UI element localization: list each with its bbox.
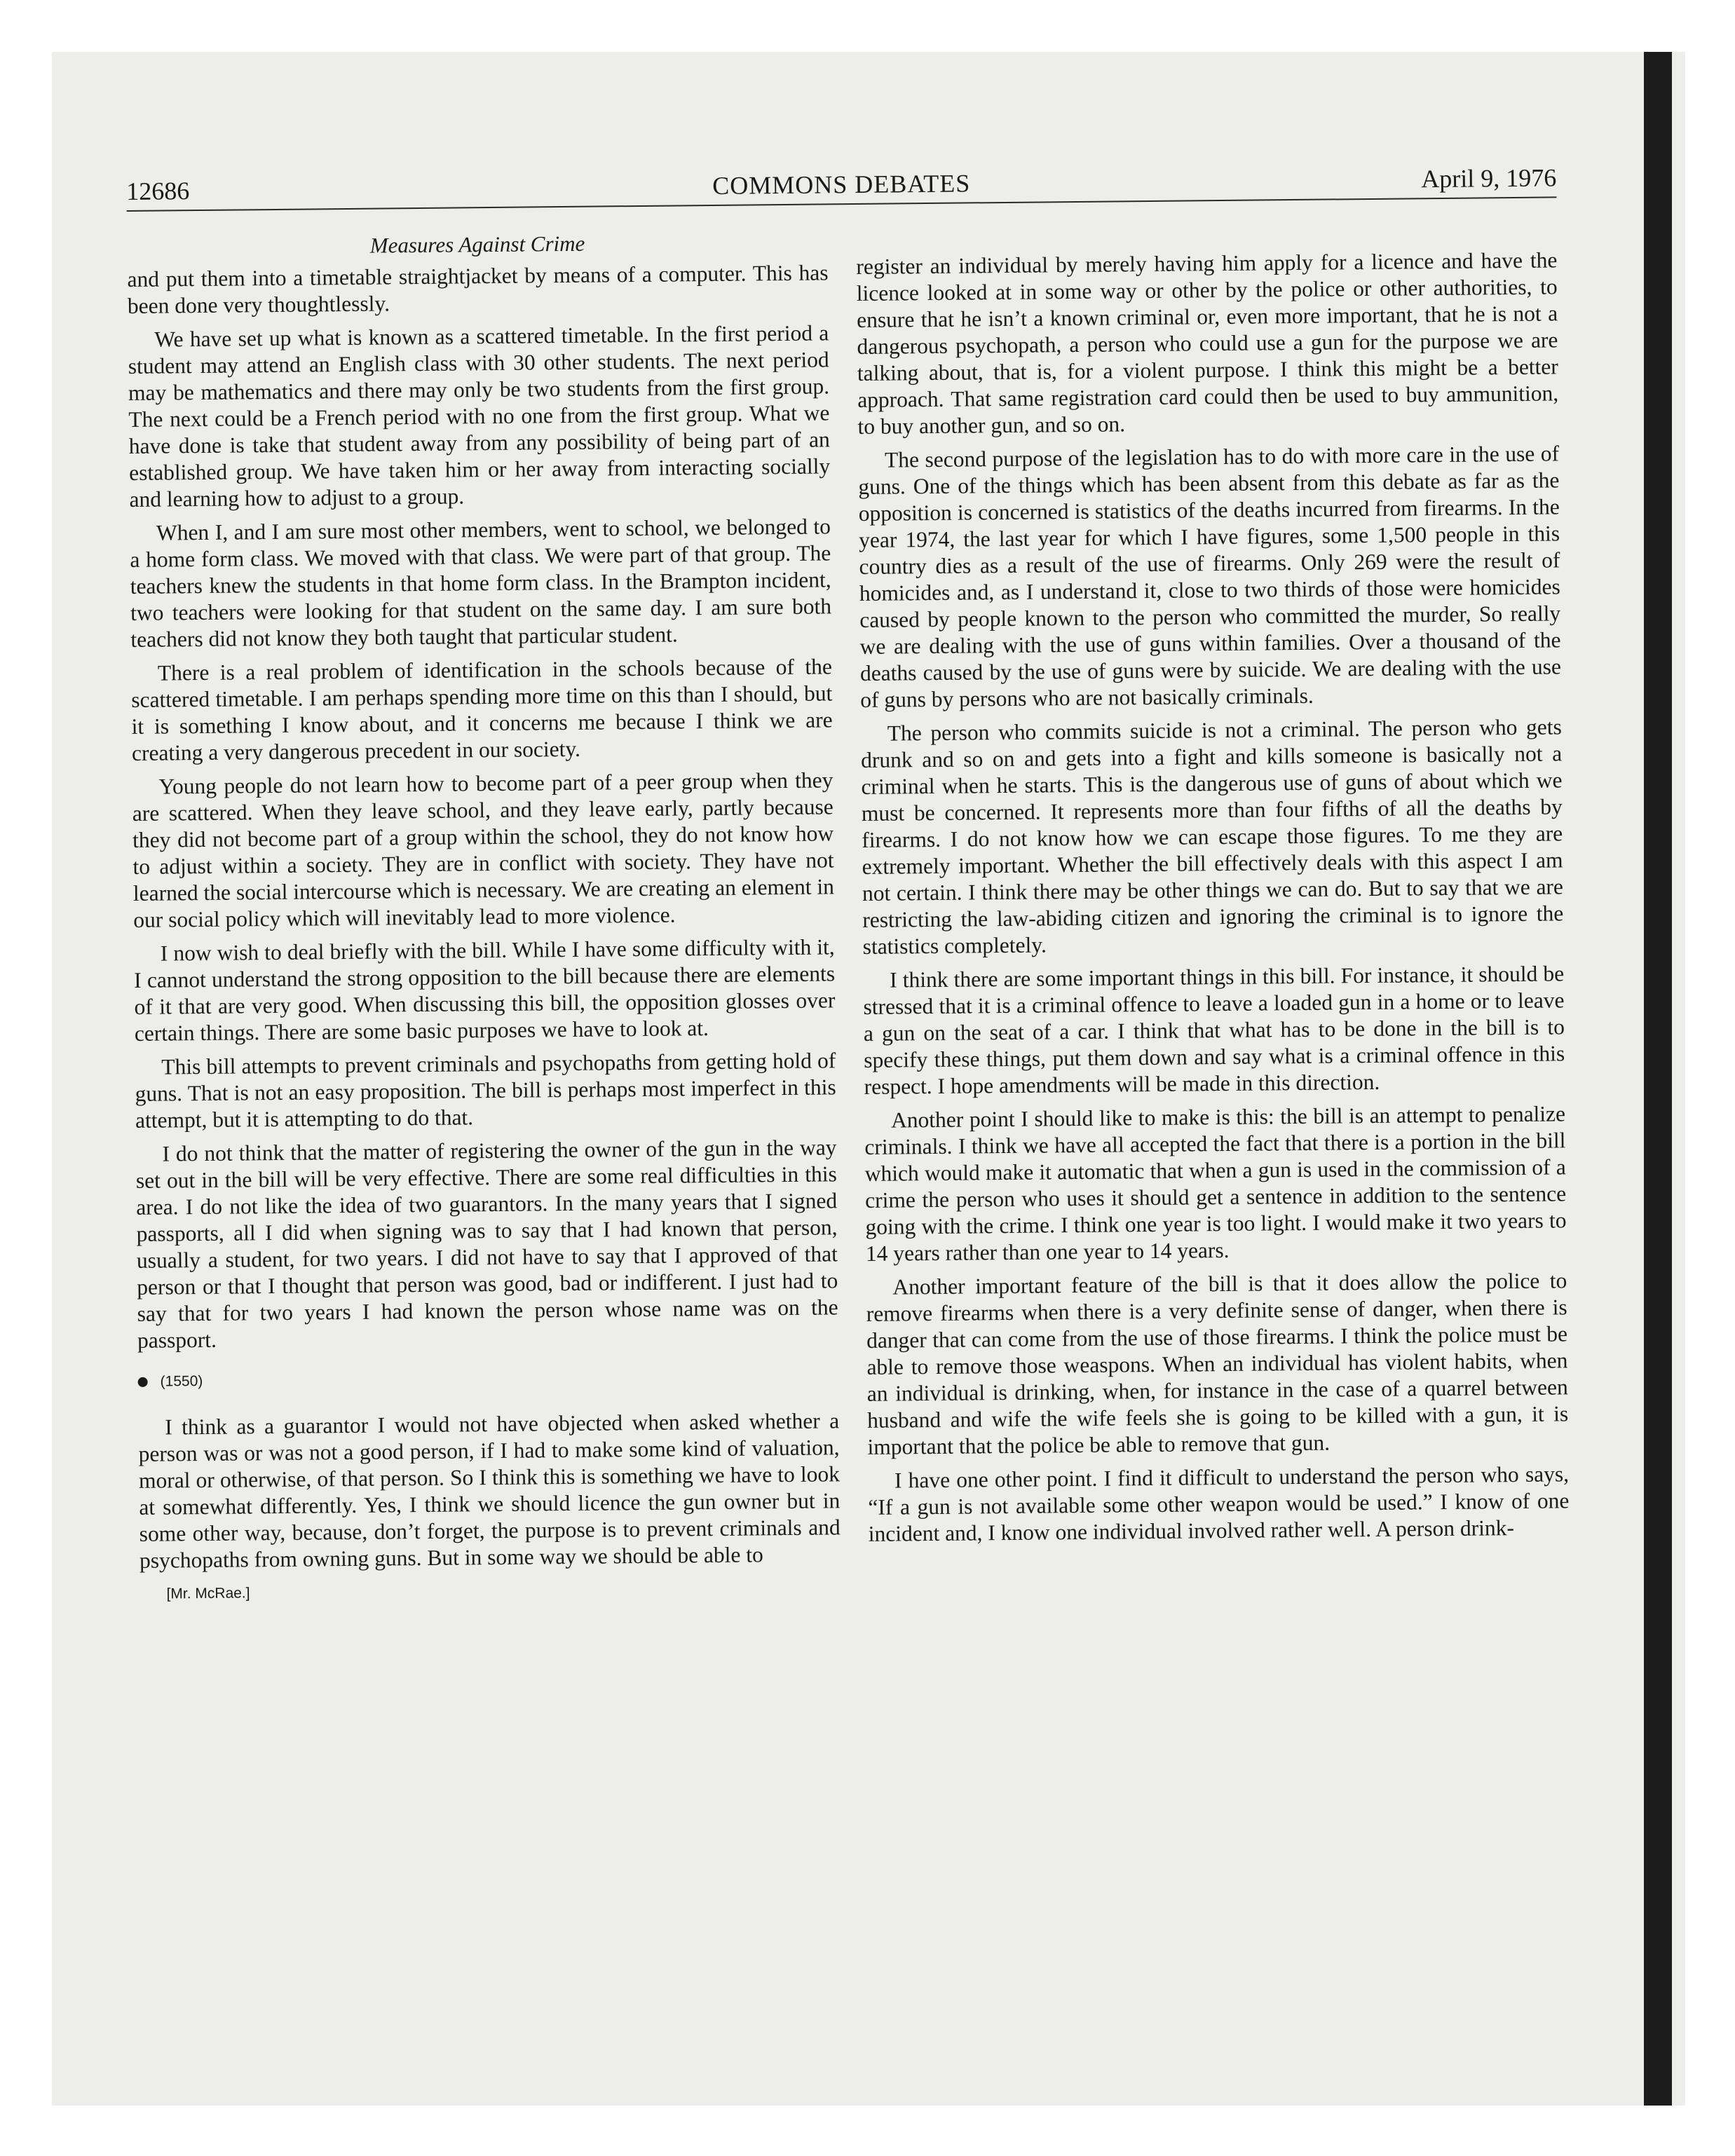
paragraph: I now wish to deal briefly with the bill. While I have some difficulty with it, I cannot understand the strong opposition to the bill because there are elements of it that are very good. When discussing this bill, the opposition glosses over certain things. There are some basic purposes we have to look at. [133,934,836,1046]
paragraph: I have one other point. I find it difficult to understand the person who says, “If a gun is not available some other weapon would be used.” I know of one incident and, I know one individual involved rather well. A person drink- [868,1461,1570,1546]
section-title: Measures Against Crime [369,231,585,258]
paragraph: This bill attempts to prevent criminals and psychopaths from getting hold of guns. That is not an easy proposition. The bill is perhaps most imperfect in this attempt, but it is attempting to do that. [135,1048,836,1133]
document-page [126,154,1574,1990]
paragraph: I do not think that the matter of registering the owner of the gun in the way set out in the bill will be very effective. There are some real difficulties in this area. I do not like the idea of two guarantors. In the many years that I signed passports, all I did when signing was to say that I had known that person, usually a student, for two years. I did not have to say that I approved of that person or that I thought that person was good, bad or indifferent. I just had to say that for two years I had known the person whose name was on the passport. [135,1135,838,1353]
bullet-icon [138,1377,148,1387]
time-stamp-text: (1550) [160,1373,203,1390]
paragraph: Young people do not learn how to become part of a peer group when they are scattered. When they leave school, and they leave early, partly because they did not become part of a group within the school, they do not know how to adjust within a society. They are in conflict with society. They have not learned the social intercourse which is necessary. We are creating an element in our social policy which will inevitably lead to more violence. [132,767,835,932]
paragraph: We have set up what is known as a scattered timetable. In the first period a student may attend an English class with 30 other students. The next period may be mathematics and there may only be two students from the first group. The next could be a French period with no one from the first group. What we have done is take that student away from any possibility of being part of an established group. We have taken him or her away from interacting socially and learning how to adjust to a group. [128,320,831,512]
scan-edge-shadow [1644,52,1672,2106]
speaker-attribution: [Mr. McRae.] [166,1585,250,1602]
page-date: April 9, 1976 [1421,163,1557,193]
paragraph: There is a real problem of identification in the schools because of the scattered timetable. I am perhaps spending more time on this than I should, but it is something I know about, and it concerns me because I think we are creating a very dangerous precedent in our society. [131,654,833,765]
left-column [127,259,841,1608]
journal-title: COMMONS DEBATES [712,169,971,200]
paragraph: register an individual by merely having him apply for a licence and have the licence looked at in some way or other by the police or other authorities, to ensure that he isn’t a known criminal or, even more important, that he is not a dangerous psychopath, a person who could use a gun for the purpose we are talking about, that is, for a violent purpose. I think this might be a better approach. That same registration card could then be used to buy ammunition, to buy another gun, and so on. [856,247,1559,439]
paragraph: Another point I should like to make is this: the bill is an attempt to penalize criminals. I think we have all accepted the fact that there is a portion in the bill which would make it automatic that when a gun is used in the commission of a crime the person who uses it should get a sentence in addition to the sentence going with the crime. I think one year is too light. I would make it two years to 14 years rather than one year to 14 years. [864,1101,1567,1266]
paragraph: When I, and I am sure most other members, went to school, we belonged to a home form class. We moved with that class. We were part of that group. The teachers knew the students in that home form class. In the Brampton incident, two teachers were looking for that student on the same day. I am sure both teachers did not know they both taught that particular student. [130,514,832,652]
time-stamp [137,1365,838,1392]
right-column [856,247,1570,1555]
paragraph: I think there are some important things in this bill. For instance, it should be stressed that it is a criminal offence to leave a loaded gun in a home or to leave a gun on the seat of a car. I think that what has to be done in the bill is to specify these things, put them down and say what is a criminal offence in this respect. I hope amendments will be made in this direction. [863,961,1565,1099]
paragraph: The person who commits suicide is not a criminal. The person who gets drunk and so on and gets into a fight and kills someone is basically not a criminal when he starts. This is the dangerous use of guns of about which we must be concerned. It represents more than four fifths of all the deaths by firearms. I do not know how we can escape those figures. To me they are extremely important. Whether the bill effectively deals with this aspect I am not certain. I think there may be other things we can do. But to say that we are restricting the law-abiding citizen and ignoring the criminal is to ignore the statistics completely. [860,714,1564,959]
paragraph: I think as a guarantor I would not have objected when asked whether a person was or was not a good person, if I had to make some kind of valuation, moral or otherwise, of that person. So I think this is something we have to look at somewhat differently. Yes, I think we should licence the gun owner but in some other way, because, don’t forget, the purpose is to prevent criminals and psychopaths from owning guns. But in some way we should be able to [138,1408,841,1573]
paragraph: The second purpose of the legislation has to do with more care in the use of guns. One of the things which has been absent from this debate as far as the opposition is concerned is statistics of the deaths incurred from firearms. In the year 1974, the last year for which I have figures, some 1,500 people in this country dies as a result of the use of firearms. Only 269 were the result of homicides and, as I understand it, close to two thirds of those were homicides caused by people known to the person who committed the murder, So really we are dealing with the use of guns within families. Over a thousand of the deaths caused by the use of guns were by suicide. We are dealing with the use of guns by persons who are not basically criminals. [858,441,1562,712]
paragraph: Another important feature of the bill is that it does allow the police to remove firearms when there is a very definite sense of danger, when there is danger that can come from the use of those firearms. I think the police must be able to remove those weaspons. When an individual has violent habits, when an individual is drinking, when, for instance in the case of a quarrel between husband and wife the wife feels she is going to be killed with a gun, it is important that the police be able to remove that gun. [866,1268,1569,1459]
page-number: 12686 [126,177,190,205]
paragraph: and put them into a timetable straightjacket by means of a computer. This has been done very thoughtlessly. [127,260,829,318]
